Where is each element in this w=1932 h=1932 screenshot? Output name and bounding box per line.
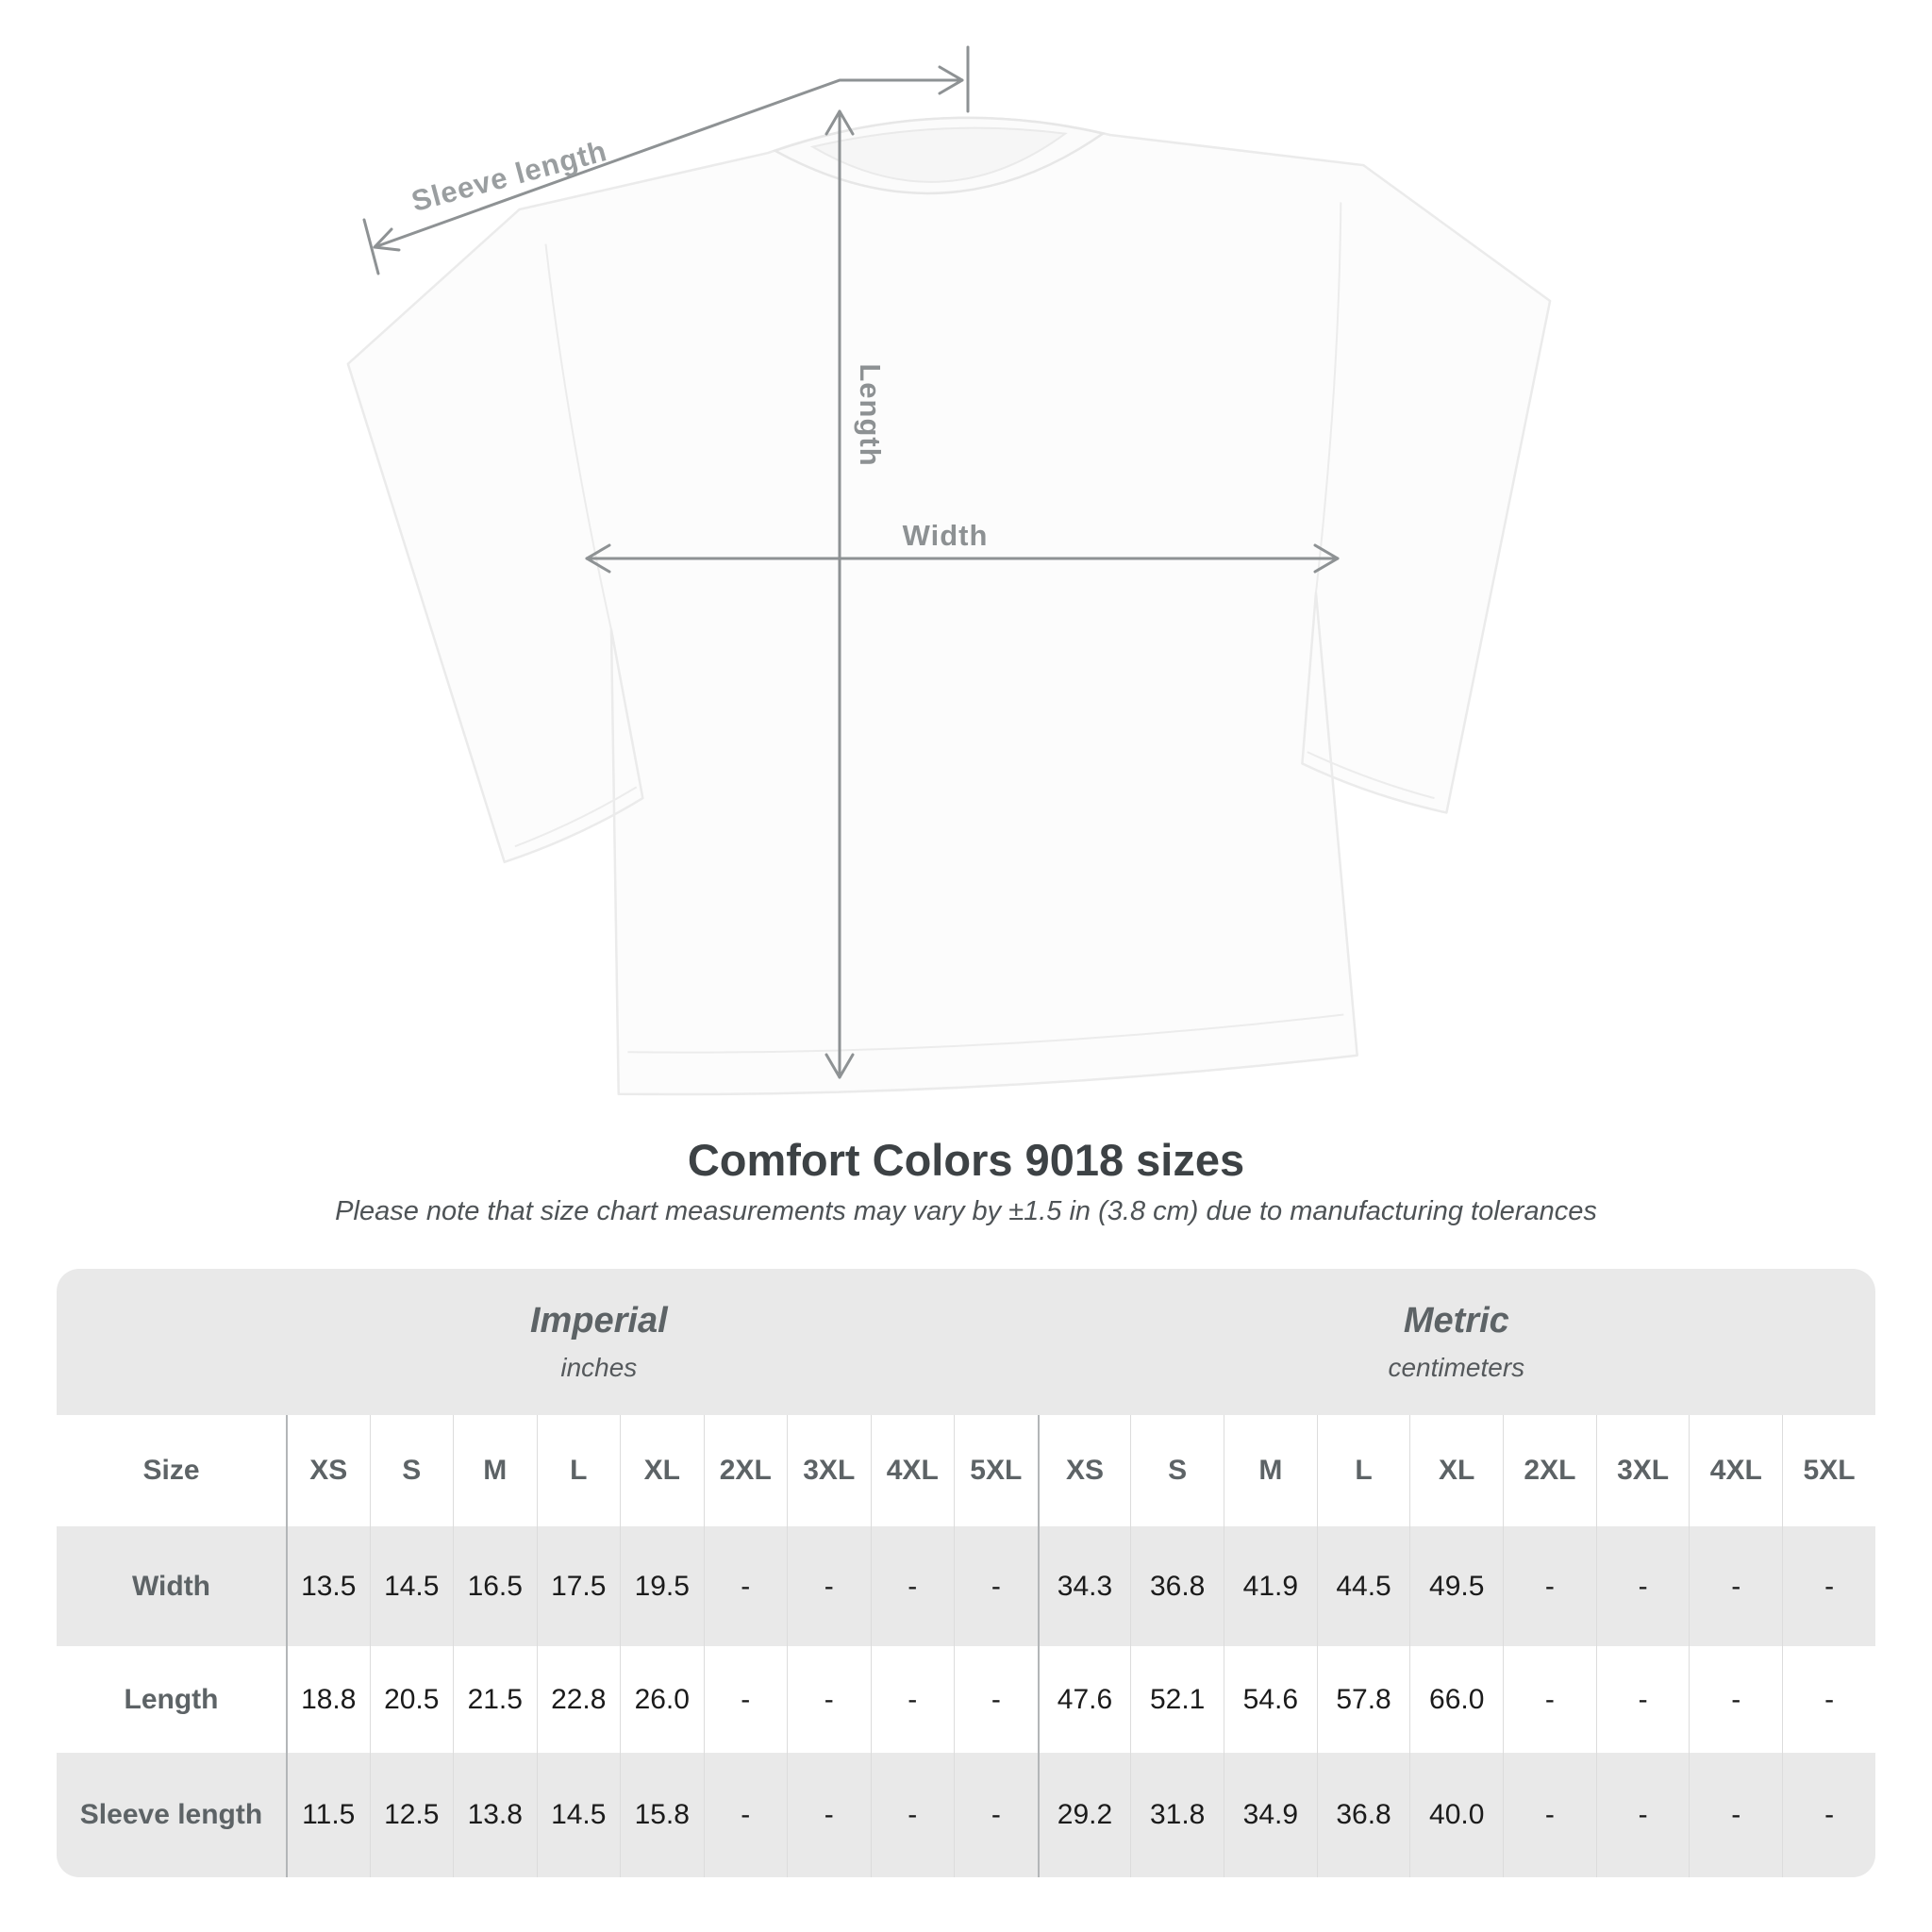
- imp-size-m: M: [453, 1415, 537, 1526]
- met-size-xs: XS: [1038, 1415, 1131, 1526]
- imp-size-xs: XS: [286, 1415, 370, 1526]
- met-size-m: M: [1224, 1415, 1317, 1526]
- imp-size-3xl: 3XL: [787, 1415, 871, 1526]
- imp-size-2xl: 2XL: [704, 1415, 788, 1526]
- unit-band-row: [57, 1269, 1875, 1415]
- sleeve-length-row: Sleeve length 11.5 12.5 13.8 14.5 15.8 - - - - 29.2 31.8 34.9 36.8 40.0 - - - -: [57, 1753, 1875, 1877]
- sleeve-row-label: Sleeve length: [57, 1753, 286, 1877]
- width-row: Width 13.5 14.5 16.5 17.5 19.5 - - - - 34.3 36.8 41.9 44.5 49.5 - - - -: [57, 1526, 1875, 1646]
- length-label: Length: [854, 363, 887, 467]
- size-header-row: [57, 1415, 1875, 1526]
- metric-unit: centimeters: [1388, 1353, 1525, 1382]
- size-table: [57, 1269, 1875, 1877]
- met-size-3xl: 3XL: [1596, 1415, 1690, 1526]
- met-size-2xl: 2XL: [1503, 1415, 1596, 1526]
- imp-size-4xl: 4XL: [871, 1415, 955, 1526]
- imperial-band: [57, 1269, 1038, 1415]
- page-title: Comfort Colors 9018 sizes: [687, 1135, 1245, 1185]
- width-label: Width: [902, 519, 989, 552]
- metric-band: [1038, 1269, 1875, 1415]
- met-size-5xl: 5XL: [1782, 1415, 1875, 1526]
- met-size-4xl: 4XL: [1689, 1415, 1782, 1526]
- size-col-header: Size: [57, 1415, 286, 1526]
- imperial-unit: inches: [560, 1353, 638, 1382]
- sleeve-length-label: Sleeve length: [408, 134, 611, 218]
- metric-title: Metric: [1403, 1301, 1509, 1341]
- imperial-title: Imperial: [529, 1301, 668, 1341]
- imp-size-xl: XL: [620, 1415, 704, 1526]
- tolerance-note: Please note that size chart measurements may vary by ±1.5 in (3.8 cm) due to manufacturing tolerances: [335, 1196, 1597, 1226]
- imp-size-s: S: [370, 1415, 454, 1526]
- length-row: Length 18.8 20.5 21.5 22.8 26.0 - - - - 47.6 52.1 54.6 57.8 66.0 - - - -: [57, 1646, 1875, 1753]
- tshirt-shape: [337, 87, 1590, 1117]
- imp-size-l: L: [537, 1415, 621, 1526]
- width-row-label: Width: [57, 1526, 286, 1646]
- met-size-xl: XL: [1409, 1415, 1503, 1526]
- imp-size-5xl: 5XL: [954, 1415, 1038, 1526]
- met-size-s: S: [1130, 1415, 1224, 1526]
- met-size-l: L: [1317, 1415, 1410, 1526]
- length-row-label: Length: [57, 1646, 286, 1753]
